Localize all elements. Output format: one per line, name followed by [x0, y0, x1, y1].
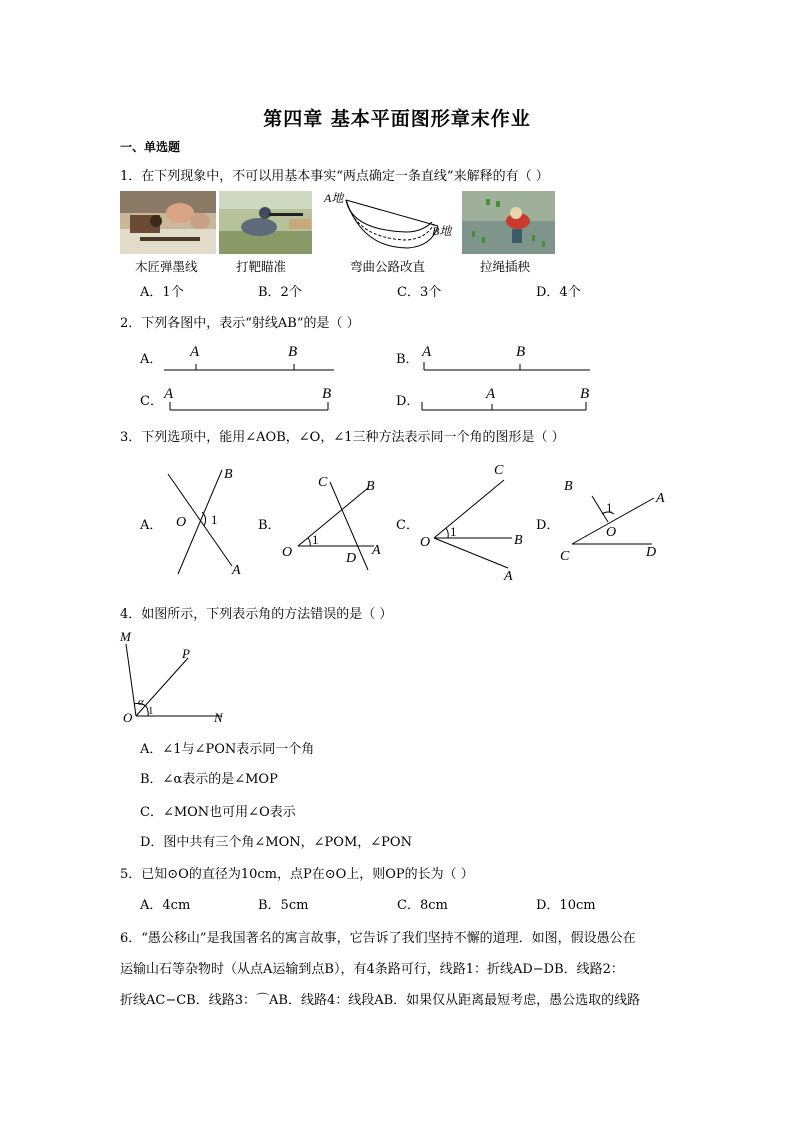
- q6-line-3: 折线AC−CB．线路3：⌒AB．线路4：线段AB．如果仅从距离最短考虑，愚公选取的线路: [120, 993, 641, 1008]
- rice-planting-photo: [462, 191, 555, 254]
- svg-text:1: 1: [606, 500, 613, 515]
- q4-stem: 4．如图所示，下列表示角的方法错误的是（ ）: [120, 607, 393, 622]
- svg-text:C: C: [494, 463, 504, 478]
- q2b-label-a: A: [422, 344, 432, 360]
- q3-option-a: A．: [140, 518, 163, 533]
- q5-option-c: C．8cm: [397, 898, 448, 913]
- q2-option-d: D．: [396, 394, 420, 409]
- carpenter-photo: [120, 191, 216, 254]
- q3-figure-b: [278, 466, 390, 578]
- q2-stem: 2．下列各图中，表示“射线AB”的是（ ）: [120, 316, 360, 331]
- shooting-photo: [219, 191, 312, 254]
- q2c-label-a: A: [164, 386, 174, 402]
- q2d-label-b: B: [580, 386, 590, 402]
- q2b-label-b: B: [516, 344, 526, 360]
- q1-option-c: C．3个: [397, 285, 442, 300]
- svg-text:O: O: [420, 535, 431, 550]
- q3-stem: 3．下列选项中，能用∠AOB，∠O，∠1三种方法表示同一个角的图形是（ ）: [120, 430, 565, 445]
- q2a-label-b: B: [288, 344, 298, 360]
- q5-option-d: D．10cm: [536, 898, 596, 913]
- page-title: 第四章 基本平面图形章末作业: [263, 108, 531, 130]
- q6-line-1: 6．“愚公移山”是我国著名的寓言故事，它告诉了我们坚持不懈的道理．如图，假设愚公在: [120, 931, 636, 946]
- q2-figure-c: [158, 380, 338, 416]
- q4-label-o: O: [123, 710, 133, 725]
- road-label-b: B地: [432, 224, 452, 238]
- svg-text:C: C: [318, 475, 328, 490]
- q3-figure-c: [418, 458, 530, 582]
- svg-text:O: O: [606, 525, 617, 540]
- svg-text:B: B: [224, 467, 233, 482]
- caption-shooting: 打靶瞄准: [236, 259, 287, 274]
- svg-text:D: D: [346, 551, 357, 566]
- q2-option-c: C．: [140, 394, 163, 409]
- q4-option-b: B．∠α表示的是∠MOP: [140, 772, 278, 787]
- q2-option-b: B．: [396, 352, 419, 367]
- q1-stem: 1．在下列现象中，不可以用基本事实“两点确定一条直线”来解释的有（ ）: [120, 169, 549, 184]
- svg-text:A: A: [656, 491, 665, 506]
- q4-option-a: A．∠1与∠PON表示同一个角: [140, 742, 315, 757]
- q3-figure-a: [160, 460, 250, 580]
- svg-text:1: 1: [450, 524, 457, 539]
- q4-label-one: 1: [148, 705, 154, 717]
- curved-road-figure: [322, 190, 457, 256]
- q4-label-n: N: [214, 710, 223, 725]
- q4-label-p: P: [182, 646, 190, 661]
- caption-carpenter: 木匠弹墨线: [135, 259, 198, 274]
- q3-option-c: C．: [396, 518, 419, 533]
- svg-text:1: 1: [211, 512, 218, 527]
- svg-text:C: C: [560, 549, 570, 564]
- svg-text:O: O: [282, 545, 293, 560]
- caption-road: 弯曲公路改直: [350, 259, 426, 274]
- q1-option-a: A．1个: [140, 285, 184, 300]
- q2-figure-d: [414, 380, 594, 416]
- svg-text:B: B: [564, 479, 573, 494]
- q2-figure-a: [158, 338, 338, 374]
- q2c-label-b: B: [322, 386, 332, 402]
- svg-text:A: A: [372, 543, 381, 558]
- q3-option-d: D．: [536, 518, 560, 533]
- svg-text:B: B: [366, 479, 375, 494]
- svg-text:A: A: [504, 569, 513, 582]
- caption-rice: 拉绳插秧: [480, 259, 531, 274]
- q4-label-alpha: α: [138, 696, 144, 708]
- q2-figure-b: [414, 338, 594, 374]
- section-heading: 一、单选题: [120, 140, 181, 154]
- q5-stem: 5．已知⊙O的直径为10cm，点P在⊙O上，则OP的长为（ ）: [120, 867, 474, 882]
- svg-text:B: B: [514, 533, 523, 548]
- q4-option-c: C．∠MON也可用∠O表示: [140, 805, 296, 820]
- svg-text:A: A: [232, 563, 241, 578]
- road-label-a: A地: [324, 191, 344, 205]
- q4-figure: [116, 626, 234, 726]
- q1-option-d: D．4个: [536, 285, 581, 300]
- svg-text:1: 1: [312, 532, 319, 547]
- q2-option-a: A．: [140, 352, 163, 367]
- q3-option-b: B．: [258, 518, 281, 533]
- q4-label-m: M: [120, 629, 131, 644]
- svg-text:O: O: [176, 515, 187, 530]
- q6-line-2: 运输山石等杂物时（从点A运输到点B），有4条路可行，线路1：折线AD−DB．线路2：: [120, 962, 624, 977]
- q3-figure-d: [556, 476, 678, 566]
- q2a-label-a: A: [190, 344, 200, 360]
- q2d-label-a: A: [486, 386, 496, 402]
- q4-option-d: D．图中共有三个角∠MON，∠POM，∠PON: [140, 835, 412, 850]
- q5-option-a: A．4cm: [140, 898, 191, 913]
- svg-text:D: D: [646, 545, 657, 560]
- q1-option-b: B．2个: [258, 285, 302, 300]
- q5-option-b: B．5cm: [258, 898, 309, 913]
